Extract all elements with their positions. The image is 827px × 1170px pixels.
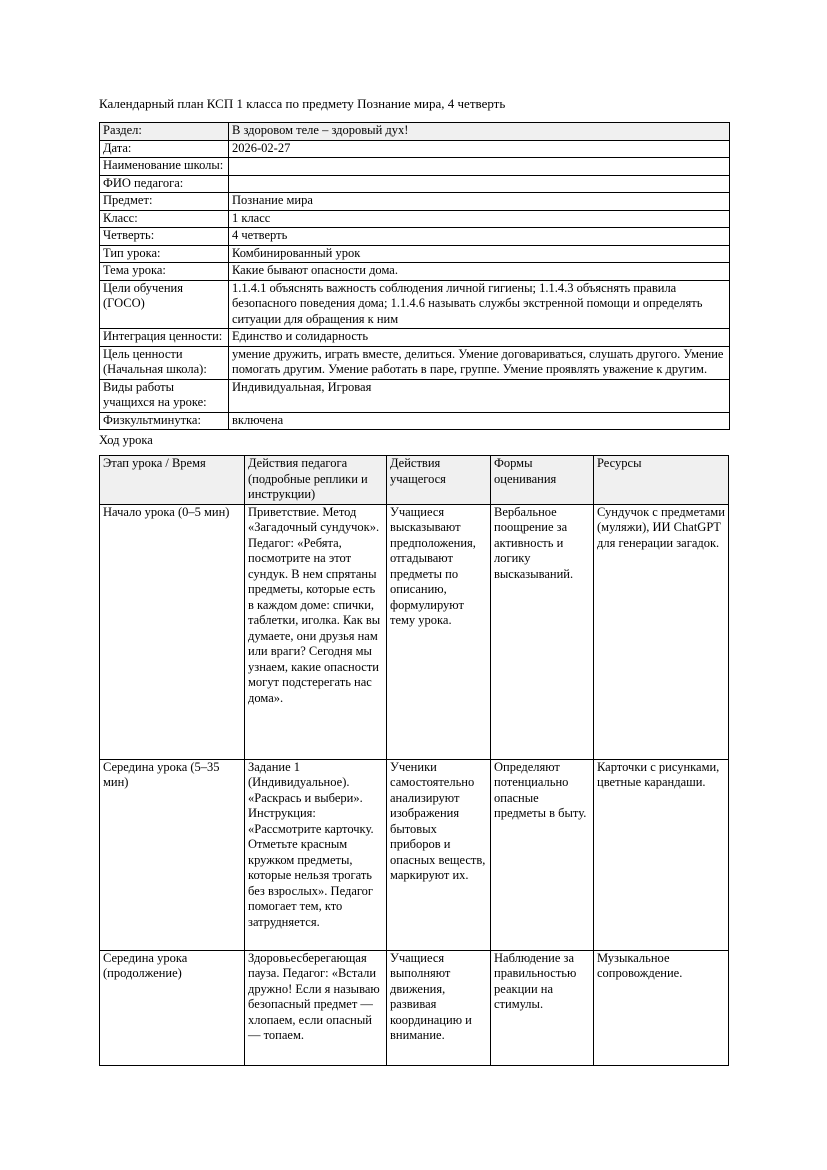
table-row: [100, 263, 730, 281]
table-row: [100, 210, 730, 228]
column-header-resources: Ресурсы: [594, 456, 729, 505]
info-value: [229, 175, 730, 193]
student-actions-cell: Учащиеся высказывают предположения, отгадывают предметы по описанию, формулируют тему урока.: [387, 504, 491, 759]
info-value: Комбинированный урок: [229, 245, 730, 263]
assessment-cell: Наблюдение за правильностью реакции на стимулы.: [491, 950, 594, 1065]
stage-cell: Середина урока (5–35 мин): [100, 759, 245, 950]
column-header-stage: Этап урока / Время: [100, 456, 245, 505]
stage-cell: Середина урока (продолжение): [100, 950, 245, 1065]
resources-cell: Карточки с рисунками, цветные карандаши.: [594, 759, 729, 950]
info-label: Предмет:: [100, 193, 229, 211]
column-header-student-actions: Действия учащегося: [387, 456, 491, 505]
table-row: [100, 379, 730, 412]
table-row: [100, 123, 730, 141]
info-value: В здоровом теле – здоровый дух!: [229, 123, 730, 141]
info-value: 2026-02-27: [229, 140, 730, 158]
table-row: [100, 280, 730, 329]
info-label: Дата:: [100, 140, 229, 158]
student-actions-cell: Ученики самостоятельно анализируют изображения бытовых приборов и опасных веществ, маркируют их.: [387, 759, 491, 950]
table-row: [100, 504, 729, 759]
table-row: [100, 140, 730, 158]
resources-cell: Сундучок с предметами (муляжи), ИИ ChatGPT для генерации загадок.: [594, 504, 729, 759]
info-label: Четверть:: [100, 228, 229, 246]
table-row: [100, 759, 729, 950]
info-value: 4 четверть: [229, 228, 730, 246]
section-heading: Ход урока: [99, 433, 153, 447]
table-row: [100, 950, 729, 1065]
info-value: Индивидуальная, Игровая: [229, 379, 730, 412]
info-label: Цель ценности (Начальная школа):: [100, 346, 229, 379]
info-label: Тип урока:: [100, 245, 229, 263]
info-label: Тема урока:: [100, 263, 229, 281]
info-label: Класс:: [100, 210, 229, 228]
table-row: [100, 346, 730, 379]
teacher-actions-cell: Задание 1 (Индивидуальное). «Раскрась и выбери». Инструкция: «Рассмотрите карточку. Отметьте красным кружком предметы, которые нельзя трогать без взрослых». Педагог помогает тем, кто затрудняется.: [245, 759, 387, 950]
column-header-teacher-actions: Действия педагога (подробные реплики и инструкции): [245, 456, 387, 505]
info-value: включена: [229, 412, 730, 430]
info-label: Наименование школы:: [100, 158, 229, 176]
column-header-assessment: Формы оценивания: [491, 456, 594, 505]
table-row: [100, 228, 730, 246]
info-value: 1 класс: [229, 210, 730, 228]
page-title: Календарный план КСП 1 класса по предмету Познание мира, 4 четверть: [99, 96, 506, 111]
info-value: Познание мира: [229, 193, 730, 211]
teacher-actions-cell: Приветствие. Метод «Загадочный сундучок». Педагог: «Ребята, посмотрите на этот сундук. В нем спрятаны предметы, которые есть в каждом доме: спички, таблетки, иголка. Как вы думаете, они друзья нам или враги? Сегодня мы узнаем, какие опасности могут подстерегать нас дома».: [245, 504, 387, 759]
info-label: ФИО педагога:: [100, 175, 229, 193]
info-label: Виды работы учащихся на уроке:: [100, 379, 229, 412]
info-value: умение дружить, играть вместе, делиться. Умение договариваться, слушать другого. Умение помогать другим. Умение работать в паре, группе. Умение проявлять уважение к другим.: [229, 346, 730, 379]
info-value: 1.1.4.1 объяснять важность соблюдения личной гигиены; 1.1.4.3 объяснять правила безопасного поведения дома; 1.1.4.6 называть службы экстренной помощи и определять ситуации для обращения к ним: [229, 280, 730, 329]
lesson-info-table: [99, 122, 730, 430]
lesson-flow-table: [99, 455, 729, 1066]
student-actions-cell: Учащиеся выполняют движения, развивая координацию и внимание.: [387, 950, 491, 1065]
table-row: [100, 245, 730, 263]
document-page: [99, 96, 729, 1066]
stage-cell: Начало урока (0–5 мин): [100, 504, 245, 759]
table-row: [100, 412, 730, 430]
table-row: [100, 329, 730, 347]
info-value: Единство и солидарность: [229, 329, 730, 347]
table-row: [100, 193, 730, 211]
info-value: Какие бывают опасности дома.: [229, 263, 730, 281]
info-label: Физкультминутка:: [100, 412, 229, 430]
assessment-cell: Вербальное поощрение за активность и логику высказываний.: [491, 504, 594, 759]
resources-cell: Музыкальное сопровождение.: [594, 950, 729, 1065]
assessment-cell: Определяют потенциально опасные предметы в быту.: [491, 759, 594, 950]
table-header-row: [100, 456, 729, 505]
info-label: Цели обучения (ГОСО): [100, 280, 229, 329]
teacher-actions-cell: Здоровьесберегающая пауза. Педагог: «Встали дружно! Если я называю безопасный предмет — хлопаем, если опасный — топаем.: [245, 950, 387, 1065]
info-value: [229, 158, 730, 176]
info-label: Интеграция ценности:: [100, 329, 229, 347]
table-row: [100, 158, 730, 176]
info-label: Раздел:: [100, 123, 229, 141]
table-row: [100, 175, 730, 193]
